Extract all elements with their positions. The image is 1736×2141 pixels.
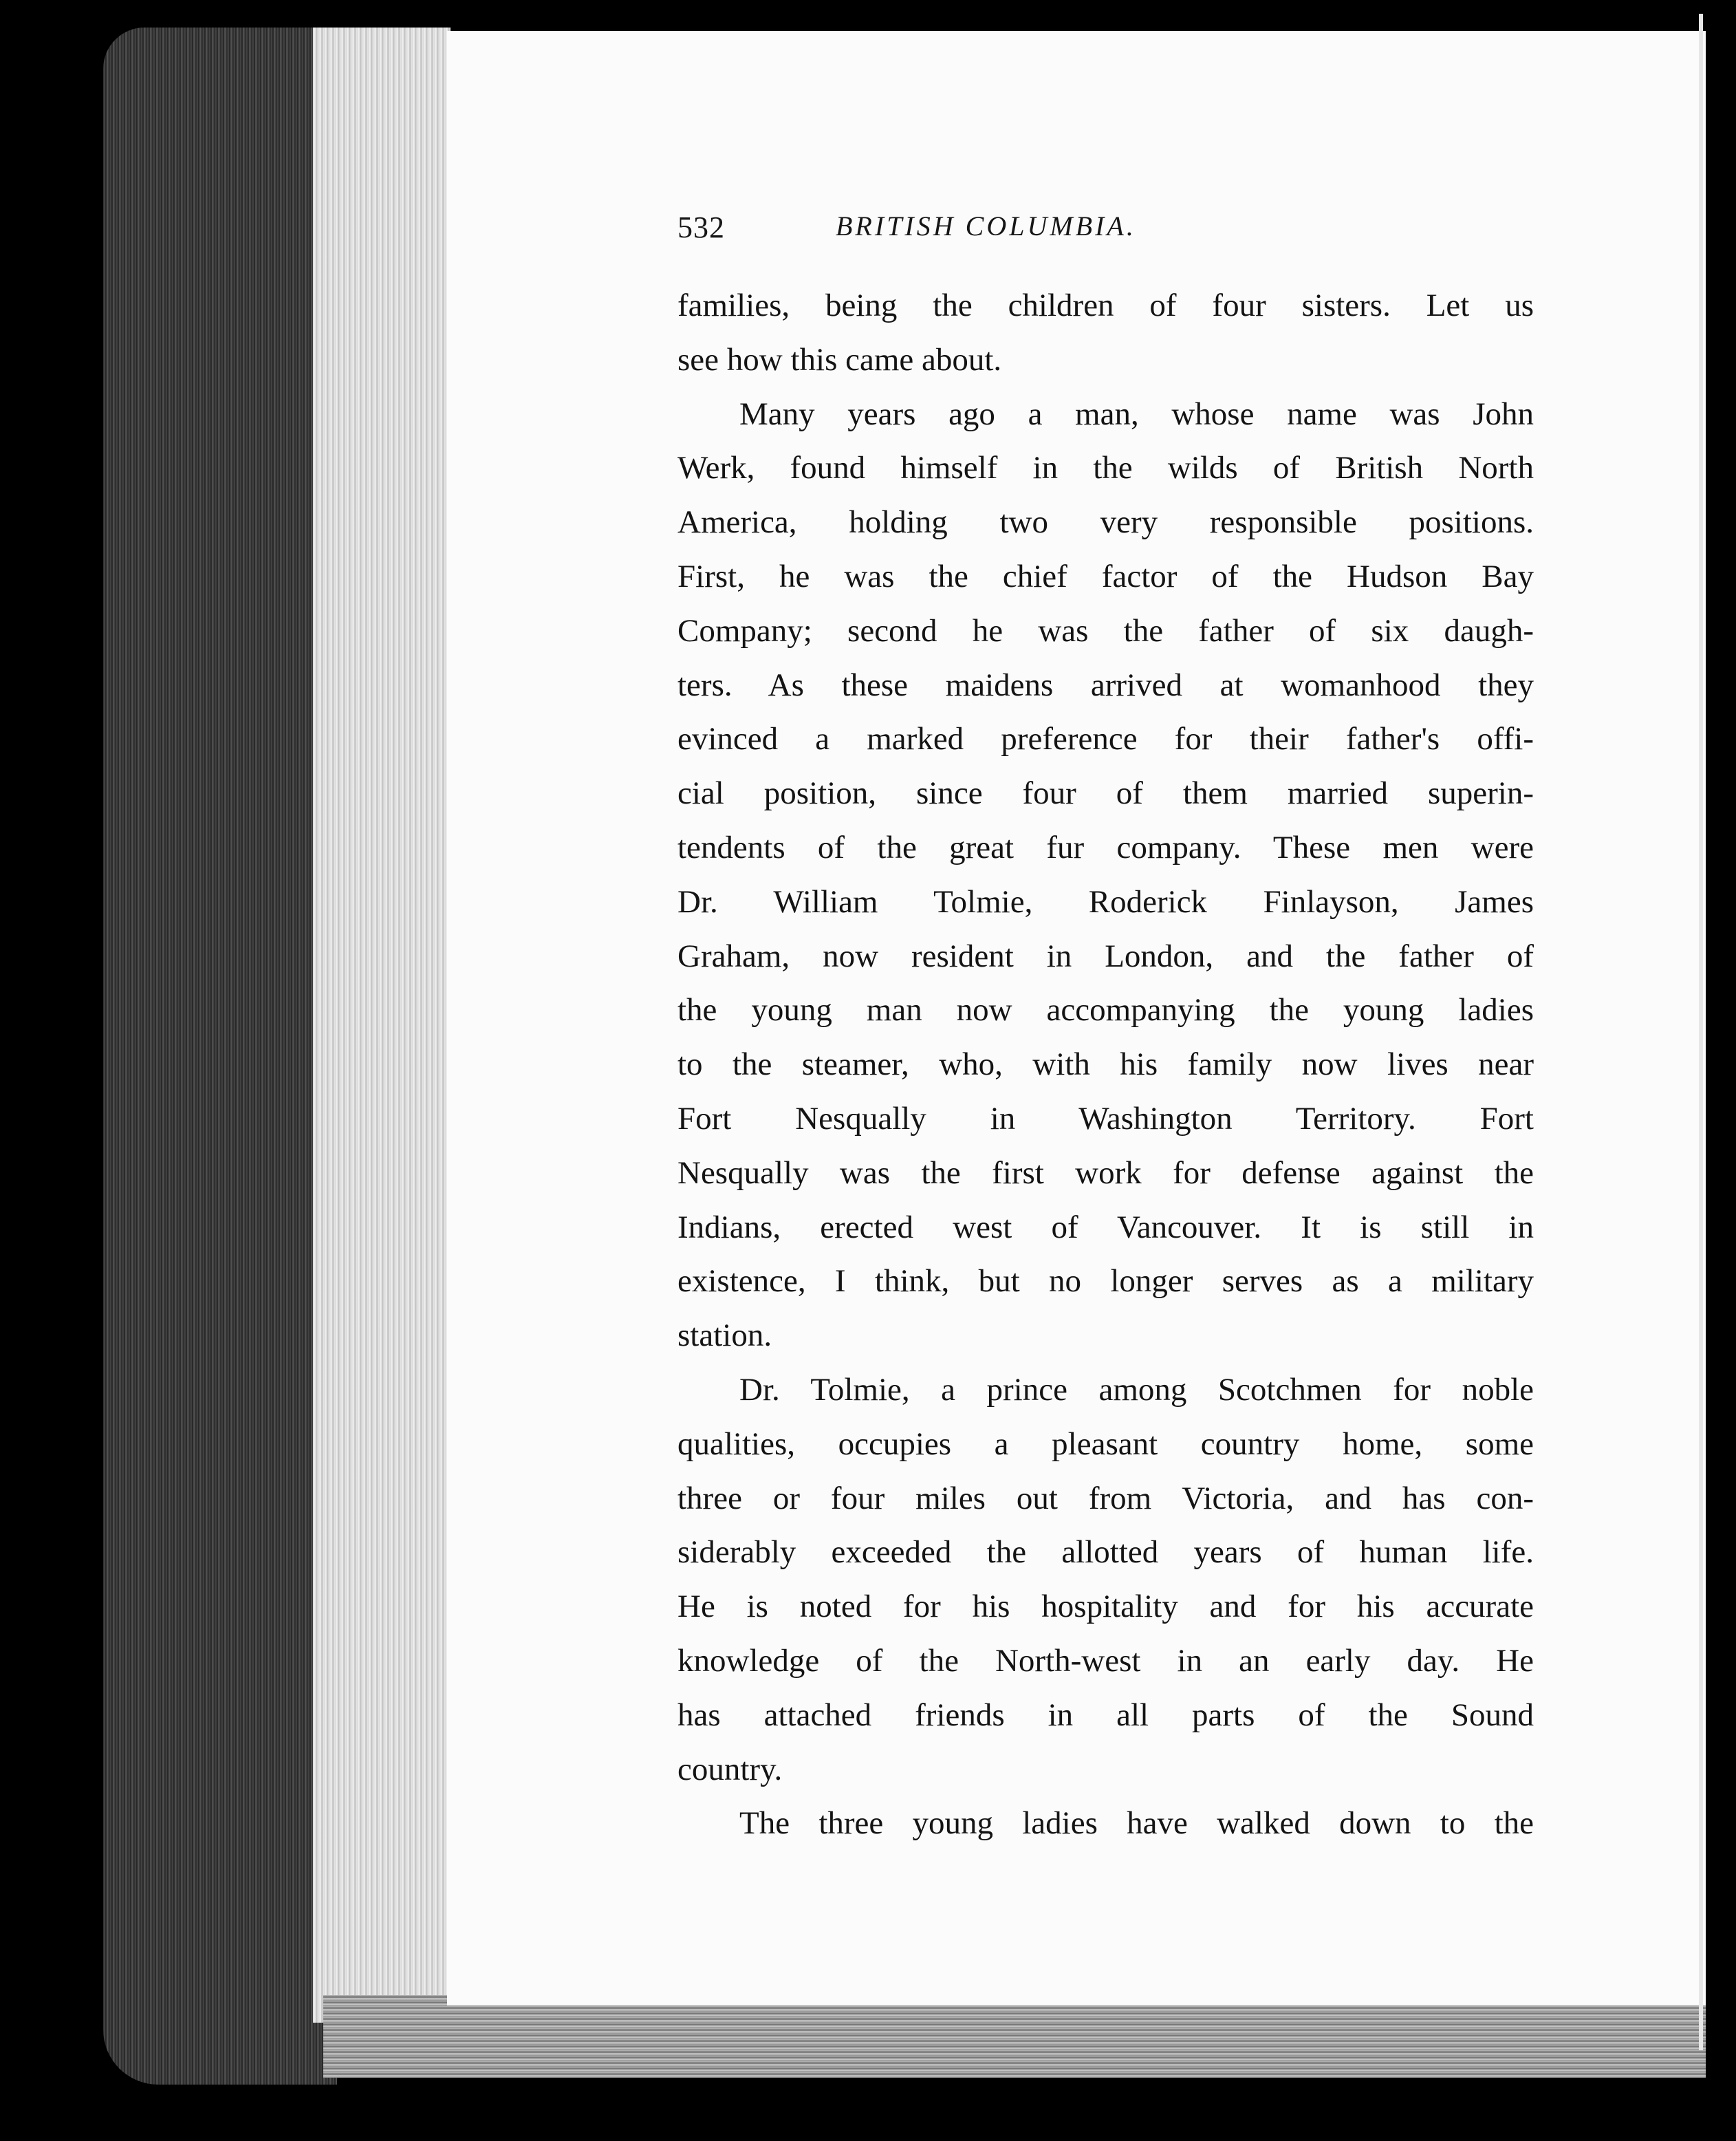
text-line: Indians, erected west of Vancouver. It is still in (677, 1209, 1534, 1245)
text-line: has attached friends in all parts of the Sound (677, 1697, 1534, 1733)
text-line: cial position, since four of them married superin- (677, 775, 1534, 812)
paragraph (677, 1796, 1534, 1851)
book-edge-pages (313, 28, 451, 2023)
text-line: evinced a marked preference for their father's offi- (677, 721, 1534, 757)
text-line: ters. As these maidens arrived at womanhood they (677, 667, 1534, 703)
text-line: Many years ago a man, whose name was John (739, 396, 1534, 432)
text-line: Fort Nesqually in Washington Territory. Fort (677, 1100, 1534, 1137)
text-line: families, being the children of four sisters. Let us (677, 288, 1534, 323)
text-line: existence, I think, but no longer serves as a military (677, 1263, 1534, 1300)
text-line: knowledge of the North-west in an early day. He (677, 1642, 1534, 1679)
text-line: country. (677, 1751, 783, 1787)
text-line: three or four miles out from Victoria, and has con- (677, 1480, 1534, 1516)
text-line: Nesqually was the first work for defense against the (677, 1154, 1534, 1191)
text-line: America, holding two very responsible positions. (677, 504, 1534, 541)
text-line: The three young ladies have walked down to the (739, 1805, 1534, 1842)
text-line: Dr. Tolmie, a prince among Scotchmen for noble (739, 1371, 1534, 1408)
page-header (677, 210, 1296, 251)
text-line: Werk, found himself in the wilds of British North (677, 450, 1534, 486)
paragraph (677, 1363, 1534, 1796)
running-head: BRITISH COLUMBIA. (836, 211, 1136, 241)
page-number: 532 (677, 211, 725, 244)
paragraph (677, 279, 1534, 387)
text-line: He is noted for his hospitality and for his accurate (677, 1589, 1534, 1625)
text-line: Graham, now resident in London, and the father of (677, 938, 1534, 974)
text-line: qualities, occupies a pleasant country home, some (677, 1425, 1534, 1462)
text-line: Dr. William Tolmie, Roderick Finlayson, James (677, 883, 1534, 920)
paragraph (677, 387, 1534, 1363)
book-edge-bottom (323, 1995, 1706, 2078)
text-line: First, he was the chief factor of the Hudson Bay (677, 558, 1534, 594)
text-line: to the steamer, who, with his family now lives near (677, 1046, 1534, 1083)
text-line: the young man now accompanying the young ladies (677, 992, 1534, 1029)
body-text (677, 279, 1534, 1851)
page-right-edge (1699, 14, 1703, 2050)
text-line: tendents of the great fur company. These men were (677, 829, 1534, 865)
text-line: see how this came about. (677, 341, 1002, 378)
book-edge-dark (103, 28, 337, 2085)
text-line: Company; second he was the father of six daugh- (677, 612, 1534, 649)
text-line: siderably exceeded the allotted years of human life. (677, 1534, 1534, 1571)
scan-border (1706, 0, 1736, 2141)
text-line: station. (677, 1317, 772, 1354)
